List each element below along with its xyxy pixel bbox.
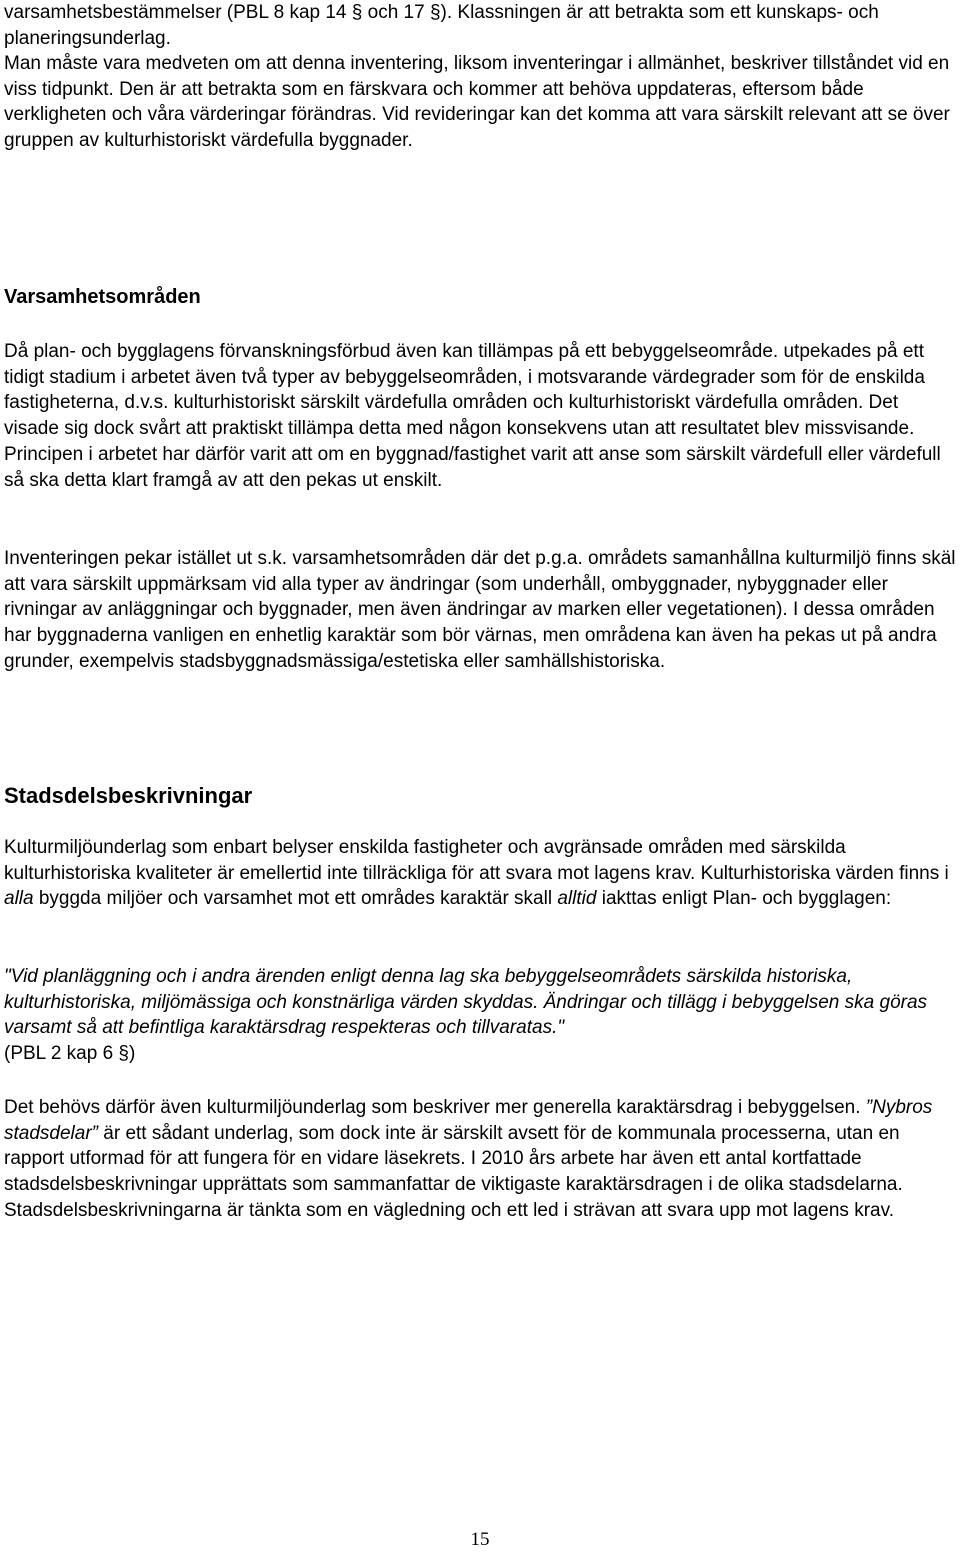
stadsdel-p3-text-b: är ett sådant underlag, som dock inte är särskilt avsett för de kommunala processerna, utan en rapport utformad för att fungera för en vidare läsekrets. I 2010 års arbete har även ett antal kortfattade stadsdelsbeskrivningar upprättats som sammanfattar de viktigaste karaktärsdragen i de olika stadsdelarna. Stadsdelsbeskrivningarna är tänkta som en vägledning och ett led i strävan att svara upp mot lagens krav. [4, 1122, 903, 1221]
law-quote-text: "Vid planläggning och i andra ärenden enligt denna lag ska bebyggelseområdets särskilda historiska, kulturhistoriska, miljömässiga och konstnärliga värden skyddas. Ändringar och tillägg i bebyggelsen ska göras varsamt så att befintliga karaktärsdrag respekteras och tillvaratas." [4, 966, 928, 1039]
page-number: 15 [470, 1529, 490, 1550]
law-quote [4, 964, 956, 1067]
stadsdel-p3-text-a: Det behövs därför även kulturmiljöunderlag som beskriver mer generella karaktärsdrag i bebyggelsen. [4, 1097, 866, 1118]
report-title: ”Nybros stadsdelar” [4, 1097, 933, 1144]
heading-varsamhetsomraden: Varsamhetsområden [4, 286, 201, 308]
stadsdel-p1-text-a: Kulturmiljöunderlag som enbart belyser enskilda fastigheter och avgränsade områden med särskilda kulturhistoriska kvaliteter är emellertid inte tillräckliga för att svara mot lagens krav. Kulturhistoriska värden finns i [4, 837, 949, 884]
varsamhet-paragraph-1: Då plan- och bygglagens förvanskningsförbud även kan tillämpas på ett bebyggelseområde. utpekades på ett tidigt stadium i arbetet även två typer av bebyggelseområden, i motsvarande värdegrader som för de enskilda fastigheterna, d.v.s. kulturhistoriskt särskilt värdefulla områden och kulturhistoriskt värdefulla områden. Det visade sig dock svårt att praktiskt tillämpa detta med någon konsekvens utan att resultatet blev missvisande. Principen i arbetet har därför varit att om en byggnad/fastighet varit att anse som särskilt värdefull eller värdefull så ska detta klart framgå av att den pekas ut enskilt. [4, 341, 941, 491]
stadsdel-paragraph-3 [4, 1095, 956, 1224]
stadsdel-p1-text-c: iakttas enligt Plan- och bygglagen: [596, 888, 892, 910]
emphasis-alltid: alltid [557, 888, 597, 910]
intro-paragraph-2: Man måste vara medveten om att denna inventering, liksom inventeringar i allmänhet, beskriver tillståndet vid en viss tidpunkt. Den är att betrakta som en färskvara och kommer att behöva uppdateras, eftersom både verkligheten och våra värderingar förändras. Vid revideringar kan det komma att vara särskilt relevant att se över gruppen av kulturhistoriskt värdefulla byggnader. [4, 53, 950, 152]
intro-paragraph-1: varsamhetsbestämmelser (PBL 8 kap 14 § och 17 §). Klassningen är att betrakta som ett kunskaps- och planeringsunderlag. [4, 2, 879, 49]
stadsdel-paragraph-1 [4, 835, 956, 912]
heading-stadsdelsbeskrivningar: Stadsdelsbeskrivningar [4, 783, 253, 808]
stadsdel-p1-text-b: byggda miljöer och varsamhet mot ett områdes karaktär skall [33, 888, 558, 910]
varsamhet-paragraph-2: Inventeringen pekar istället ut s.k. varsamhetsområden där det p.g.a. områdets samanhållna kulturmiljö finns skäl att vara särskilt uppmärksam vid alla typer av ändringar (som underhåll, ombyggnader, nybyggnader eller rivningar av anläggningar och byggnader, men även ändringar av marken eller vegetationen). I dessa områden har byggnaderna vanligen en enhetlig karaktär som bör värnas, men områdena kan även ha pekas ut på andra grunder, exempelvis stadsbyggnadsmässiga/estetiska eller samhällshistoriska. [4, 548, 956, 672]
emphasis-alla: alla [4, 888, 34, 910]
law-quote-reference: (PBL 2 kap 6 §) [4, 1043, 136, 1065]
